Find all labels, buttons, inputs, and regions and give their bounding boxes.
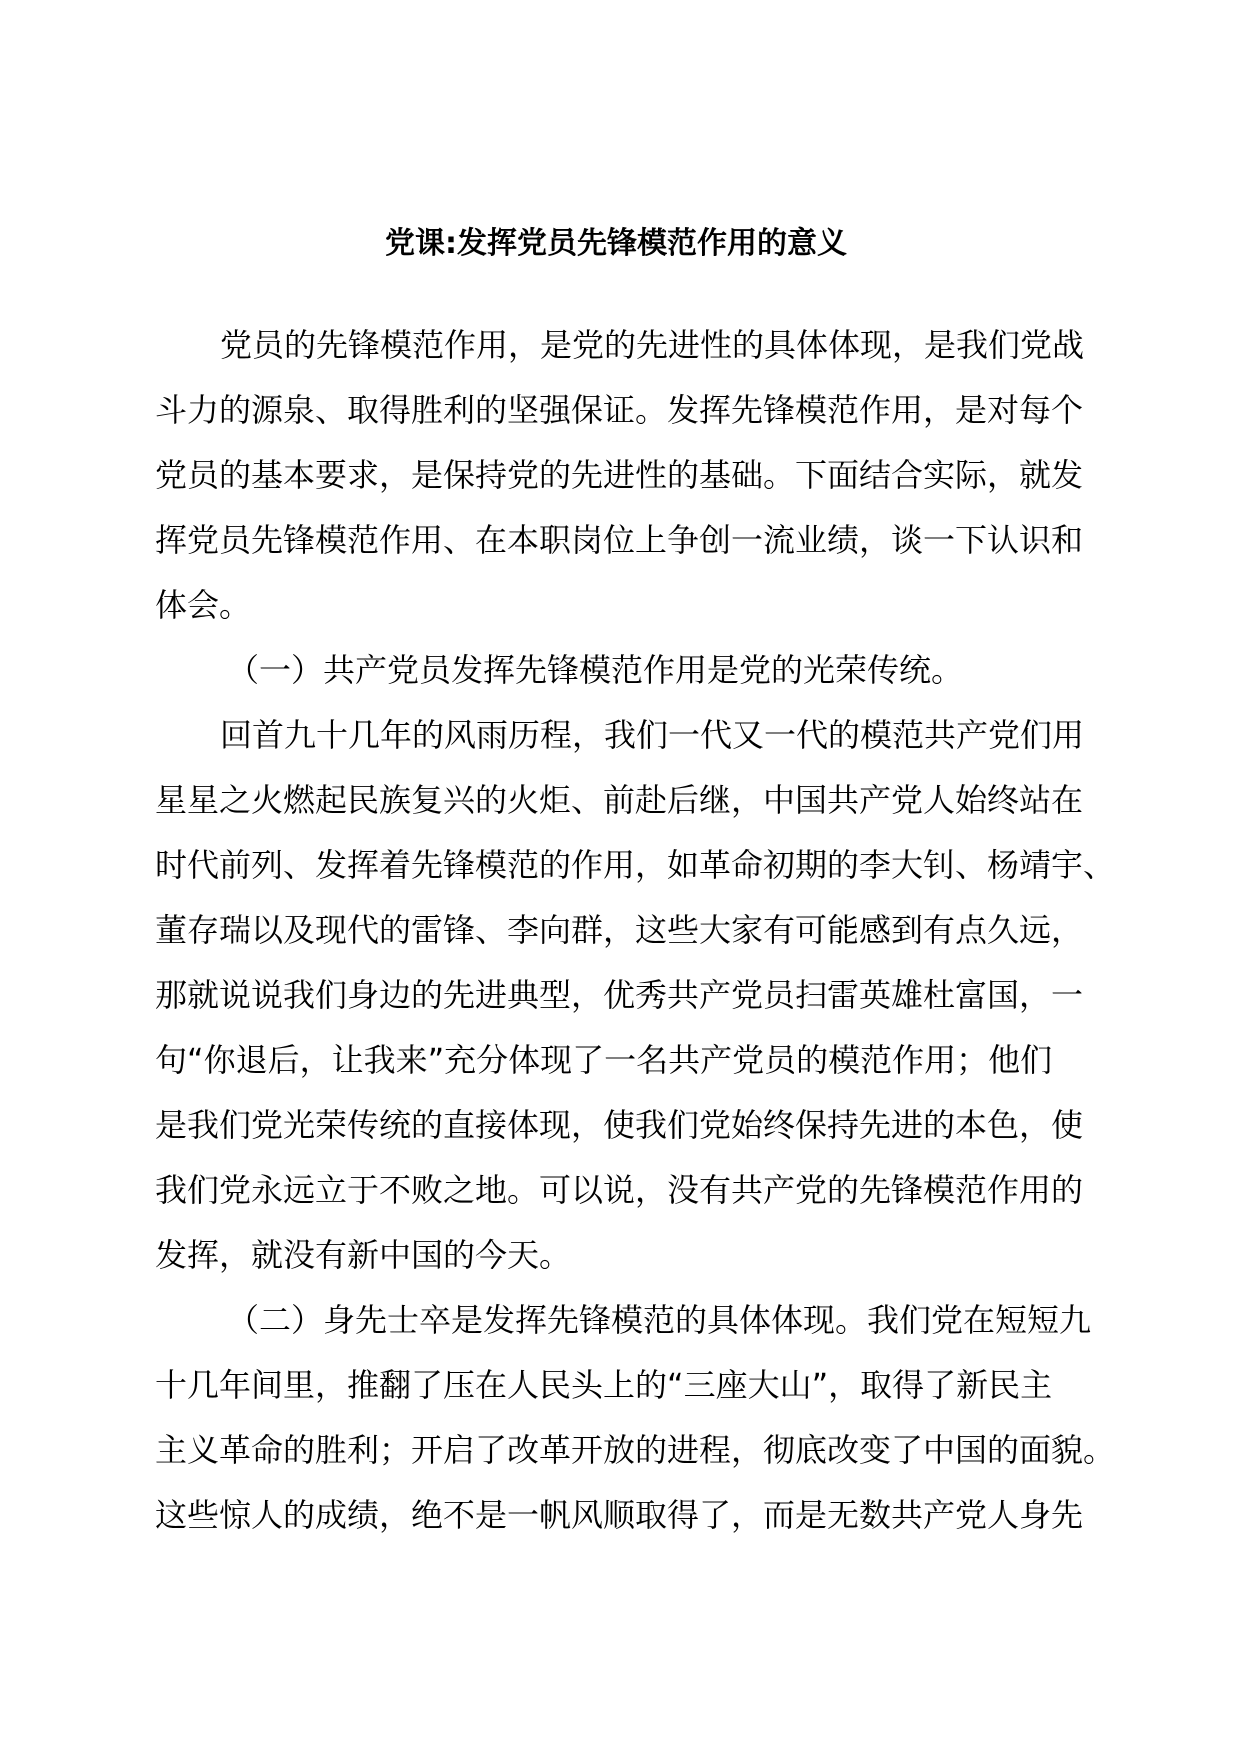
paragraph-line: 斗力的源泉、取得胜利的坚强保证。发挥先锋模范作用，是对每个 (155, 391, 1084, 429)
paragraph-line: 时代前列、发挥着先锋模范的作用，如革命初期的李大钊、杨靖宇、 (155, 846, 1116, 884)
document-body (155, 313, 1116, 1548)
paragraph-line: 党员的先锋模范作用，是党的先进性的具体体现，是我们党战 (220, 326, 1085, 364)
paragraph-line: 回首九十几年的风雨历程，我们一代又一代的模范共产党们用 (220, 716, 1085, 754)
document-title: 党课:发挥党员先锋模范作用的意义 (385, 226, 847, 261)
paragraph-line: 星星之火燃起民族复兴的火炬、前赴后继，中国共产党人始终站在 (155, 781, 1084, 819)
paragraph-line: 句“你退后，让我来”充分体现了一名共产党员的模范作用；他们 (155, 1041, 1053, 1079)
paragraph-line: 这些惊人的成绩，绝不是一帆风顺取得了，而是无数共产党人身先 (155, 1496, 1084, 1534)
paragraph-line: 十几年间里，推翻了压在人民头上的“三座大山”，取得了新民主 (155, 1366, 1053, 1404)
paragraph-line: 体会。 (155, 586, 252, 624)
section-heading-line: （二）身先士卒是发挥先锋模范的具体体现。我们党在短短九 (227, 1301, 1092, 1339)
paragraph-line: 我们党永远立于不败之地。可以说，没有共产党的先锋模范作用的 (155, 1171, 1084, 1209)
paragraph-line: 发挥，就没有新中国的今天。 (155, 1236, 572, 1274)
paragraph-line: 挥党员先锋模范作用、在本职岗位上争创一流业绩，谈一下认识和 (155, 521, 1084, 559)
paragraph-line: 党员的基本要求，是保持党的先进性的基础。下面结合实际，就发 (155, 456, 1084, 494)
paragraph-line: 主义革命的胜利；开启了改革开放的进程，彻底改变了中国的面貌。 (155, 1431, 1116, 1469)
section-heading-line: （一）共产党员发挥先锋模范作用是党的光荣传统。 (227, 651, 964, 689)
paragraph-line: 那就说说我们身边的先进典型，优秀共产党员扫雷英雄杜富国，一 (155, 976, 1084, 1014)
paragraph-line: 是我们党光荣传统的直接体现，使我们党始终保持先进的本色，使 (155, 1106, 1084, 1144)
paragraph-line: 董存瑞以及现代的雷锋、李向群，这些大家有可能感到有点久远， (155, 911, 1084, 949)
